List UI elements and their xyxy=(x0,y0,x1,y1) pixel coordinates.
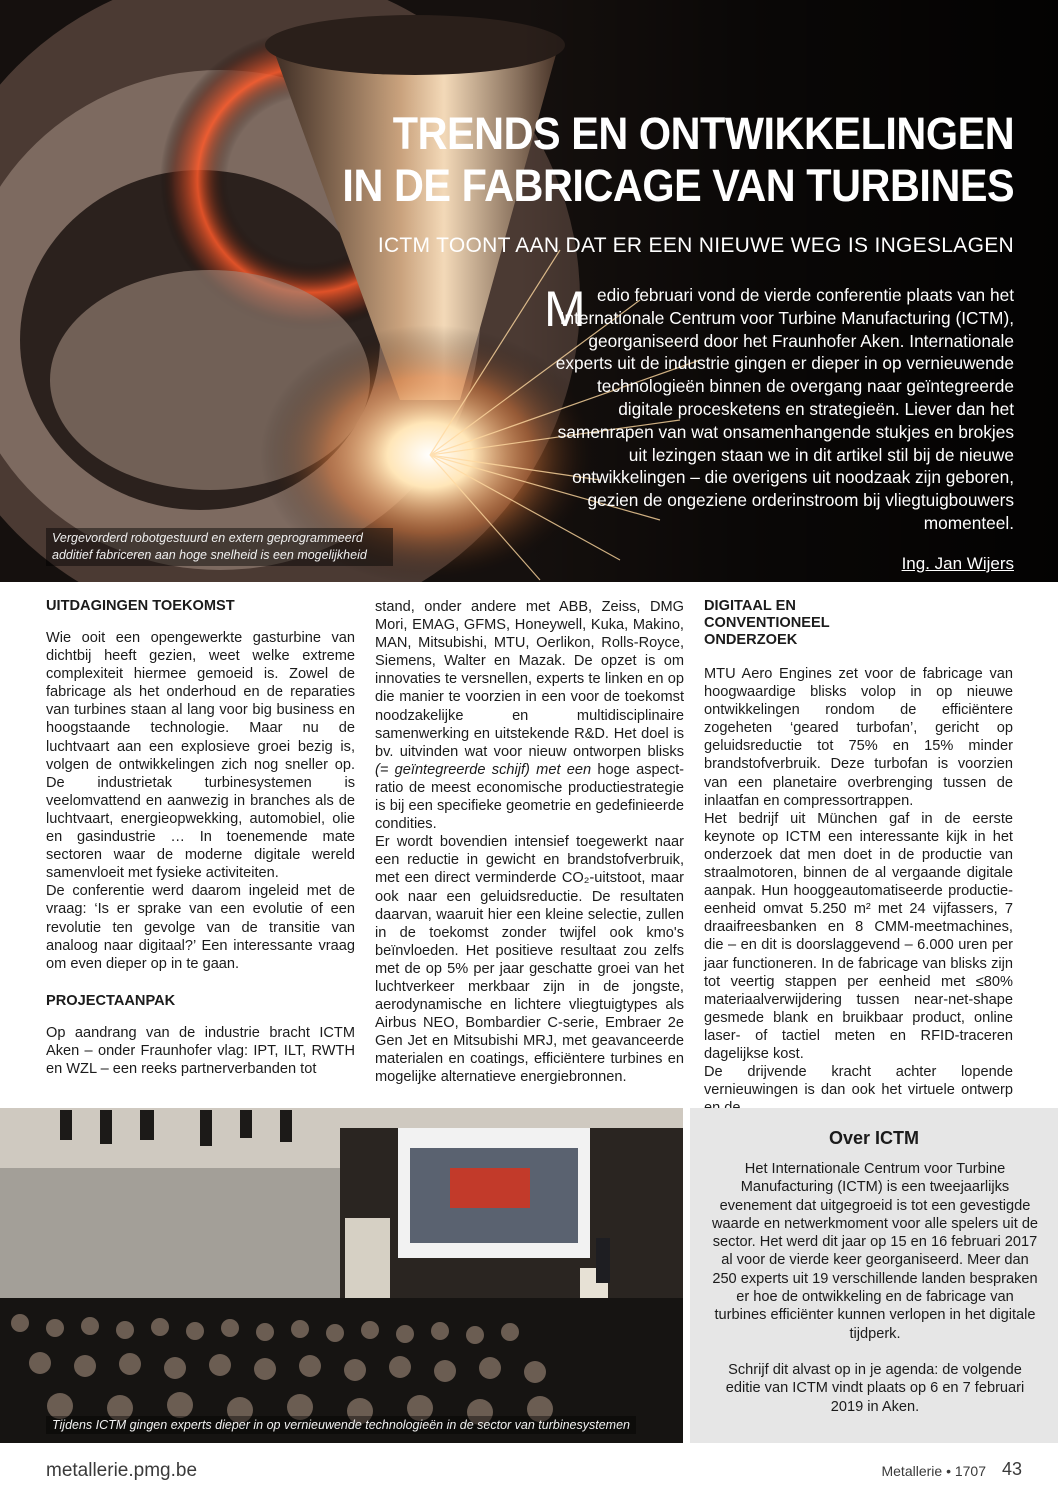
article-subtitle: ICTM TOONT AAN DAT ER EEN NIEUWE WEG IS INGESLAGEN xyxy=(377,234,1014,257)
article-title xyxy=(342,108,1014,212)
title-line-1: TRENDS EN ONTWIKKELINGEN xyxy=(392,108,1014,159)
paragraph-text: stand, onder andere met ABB, Zeiss, DMG Mori, EMAG, GFMS, Honeywell, Kuka, Makino, MAN, Mitsubishi, MTU, Oerlikon, Rolls-Royce, Siemens, Walter en Mazak. De opzet is om innovaties te versnellen, experts te linken en op die manier te voorzien in een voor de toekomst noodzakelijke en multidisciplinaire samenwerking en uitstekende R&D. Het doel is bv. uitvinden wat voor nieuw ontworpen blisks xyxy=(375,599,684,760)
conference-photo xyxy=(0,1108,683,1443)
intro-text: edio februari vond de vierde conferentie plaats van het Internationale Centrum voor Turbine Manufacturing (ICTM), georganiseerd door het Fraunhofer Aken. Internationale experts uit de industrie gingen er dieper in op vernieuwende technologieën binnen de overgang naar geïntegreerde digitale procesketens en strategieën. Liever dan het samenrapen van wat onsamenhangende stukjes en brokjes uit lezingen staan we in dit artikel stil bij de nieuwe ontwikkelingen – die overigens uit noodzaak zijn geboren, gezien de ongeziene orderinstroom bij vliegtuigbouwers momenteel. xyxy=(555,285,1014,533)
paragraph: MTU Aero Engines zet voor de fabricage van hoogwaardige blisks volop in op nieuwe ontwikkelingen rondom de efficiëntere zogeheten ‘geared turbofan’, gericht op geluidsreductie tot 75% en 15% minder brandstofverbruik. Deze turbofan is voorzien van een planetaire overbrenging tussen de inlaatfan en compressortrappen. xyxy=(704,666,1013,809)
sidebar-title: Over ICTM xyxy=(828,1128,920,1148)
paragraph xyxy=(375,598,684,833)
conference-hall-illustration xyxy=(0,1108,683,1443)
sidebar-over-ictm xyxy=(690,1108,1058,1443)
page-number: 43 xyxy=(1001,1459,1022,1479)
paragraph: Op aandrang van de industrie bracht ICTM Aken – onder Fraunhofer vlag: IPT, ILT, RWTH en WZL – een reeks partnerverbanden tot xyxy=(46,1024,355,1077)
title-line-2: IN DE FABRICAGE VAN TURBINES xyxy=(342,160,1014,211)
hero-image xyxy=(0,0,1058,582)
paragraph-text: hoge aspect-ratio de meest economische productiestrategie is bij een specifieke geometrie en gedefinieerde condities. xyxy=(375,761,684,833)
heading-digitaal-onderzoek: DIGITAAL EN CONVENTIONEEL ONDERZOEK xyxy=(704,598,830,648)
paragraph: Het bedrijf uit München gaf in de eerste keynote op ICTM een interessante kijk in het onderzoek dat men doet in de productie van straalmotoren, binnen de al vergaande digitale aanpak. Hun hooggeautomatiseerde productie-eenheid omvat 5.250 m² met 24 vijfassers, 7 draaifreesbanken en 8 CMM-meetmachines, die – en dit is doorslaggevend – 6.000 uren per jaar functioneren. In de fabricage van blisks zijn tot veertig stappen per eenheid met ≤80% materiaalverwijdering tussen near-net-shape gesmede blank en bruikbaar product, online laser- of tactiel meten en RFID-traceren dagelijkse kost. xyxy=(704,810,1013,1062)
heading-projectaanpak: PROJECTAANPAK xyxy=(46,992,176,1009)
paragraph: Er wordt bovendien intensief toegewerkt naar een reductie in gewicht en brandstofverbruik, met een direct verminderde CO₂-uitstoot, maar ook naar een geluidsreductie. De resultaten daarvan, waaruit hier een kleine selectie, zullen in de toekomst zonder twijfel ook kmo's beïnvloeden. Het positieve resultaat zou zelfs met de op 5% per jaar geschatte groei van het luchtverkeer merkbaar zijn in de jongste, aerodynamische en lichtere vliegtuigtypes als Airbus NEO, Bombardier C-serie, Embraer 2e Gen Jet en Mitsubishi MRJ, met geavanceerde materialen en coatings, efficiëntere turbines en mogelijke alternatieve energiebronnen. xyxy=(375,834,684,1086)
paragraph: De conferentie werd daarom ingeleid met de vraag: ‘Is er sprake van een evolutie of een revolutie ten gevolge van de transitie van analoog naar digitaal?’ Een interessante vraag om even dieper op in te gaan. xyxy=(46,883,355,972)
sidebar-paragraph: Schrijf dit alvast op in je agenda: de volgende editie van ICTM vindt plaats op 6 en 7 februari 2019 in Aken. xyxy=(725,1361,1025,1415)
sidebar-text xyxy=(710,1160,1040,1434)
article-intro xyxy=(544,281,1014,535)
website-link[interactable]: metallerie.pmg.be xyxy=(46,1460,198,1481)
column-1 xyxy=(46,598,355,1078)
paragraph: Wie ooit een opengewerkte gasturbine van dichtbij heeft gezien, weet welke extreme complexiteit hiermee gemoeid is. Zowel de fabricage als het onderhoud en de reparaties van turbines staan al lang voor big business en hoogstaande technologie. Maar nu de luchtvaart aan een explosieve groei bezig is, volgen de ontwikkelingen zich nog sneller op. De industrietak turbinesystemen is veelomvattend en aanwezig in branches als de luchtvaart, energieopwekking, automobiel, olie en gasindustrie … In toenemende mate sectoren waar de moderne digitale wereld samenvloeit met fysieke activiteiten. xyxy=(46,630,355,882)
column-2 xyxy=(375,598,684,1087)
photo-caption: Tijdens ICTM gingen experts dieper in op vernieuwende technologieën in de sector van turbinesystemen xyxy=(46,1416,636,1434)
author-name: Ing. Jan Wijers xyxy=(901,554,1014,573)
column-3 xyxy=(704,598,1013,1117)
heading-uitdagingen: UITDAGINGEN TOEKOMST xyxy=(46,598,235,614)
paragraph: De drijvende kracht achter lopende vernieuwingen is dan ook het virtuele ontwerp xyxy=(704,1064,1013,1099)
sidebar-paragraph: Het Internationale Centrum voor Turbine Manufacturing (ICTM) is een tweejaarlijks evenement dat uitgegroeid is tot een gevestigde waarde en netwerkmoment voor alle spelers uit de sector. Het werd dit jaar op 15 en 16 februari 2017 al voor de vierde keer georganiseerd. Meer dan 250 experts uit 19 verschillende landen bespraken er hoe de ontwikkeling en de fabricage van turbines efficiënter kunnen verlopen in het digitale tijdperk. xyxy=(711,1161,1039,1342)
hero-caption: Vergevorderd robotgestuurd en extern geprogrammeerd additief fabriceren aan hoge snelheid is een mogelijkheid xyxy=(46,528,393,566)
paragraph-emphasis: (= geïntegreerde schijf) met een xyxy=(375,761,592,778)
magazine-issue: Metallerie • 1707 xyxy=(881,1463,986,1479)
intro-dropcap: M xyxy=(544,281,586,337)
